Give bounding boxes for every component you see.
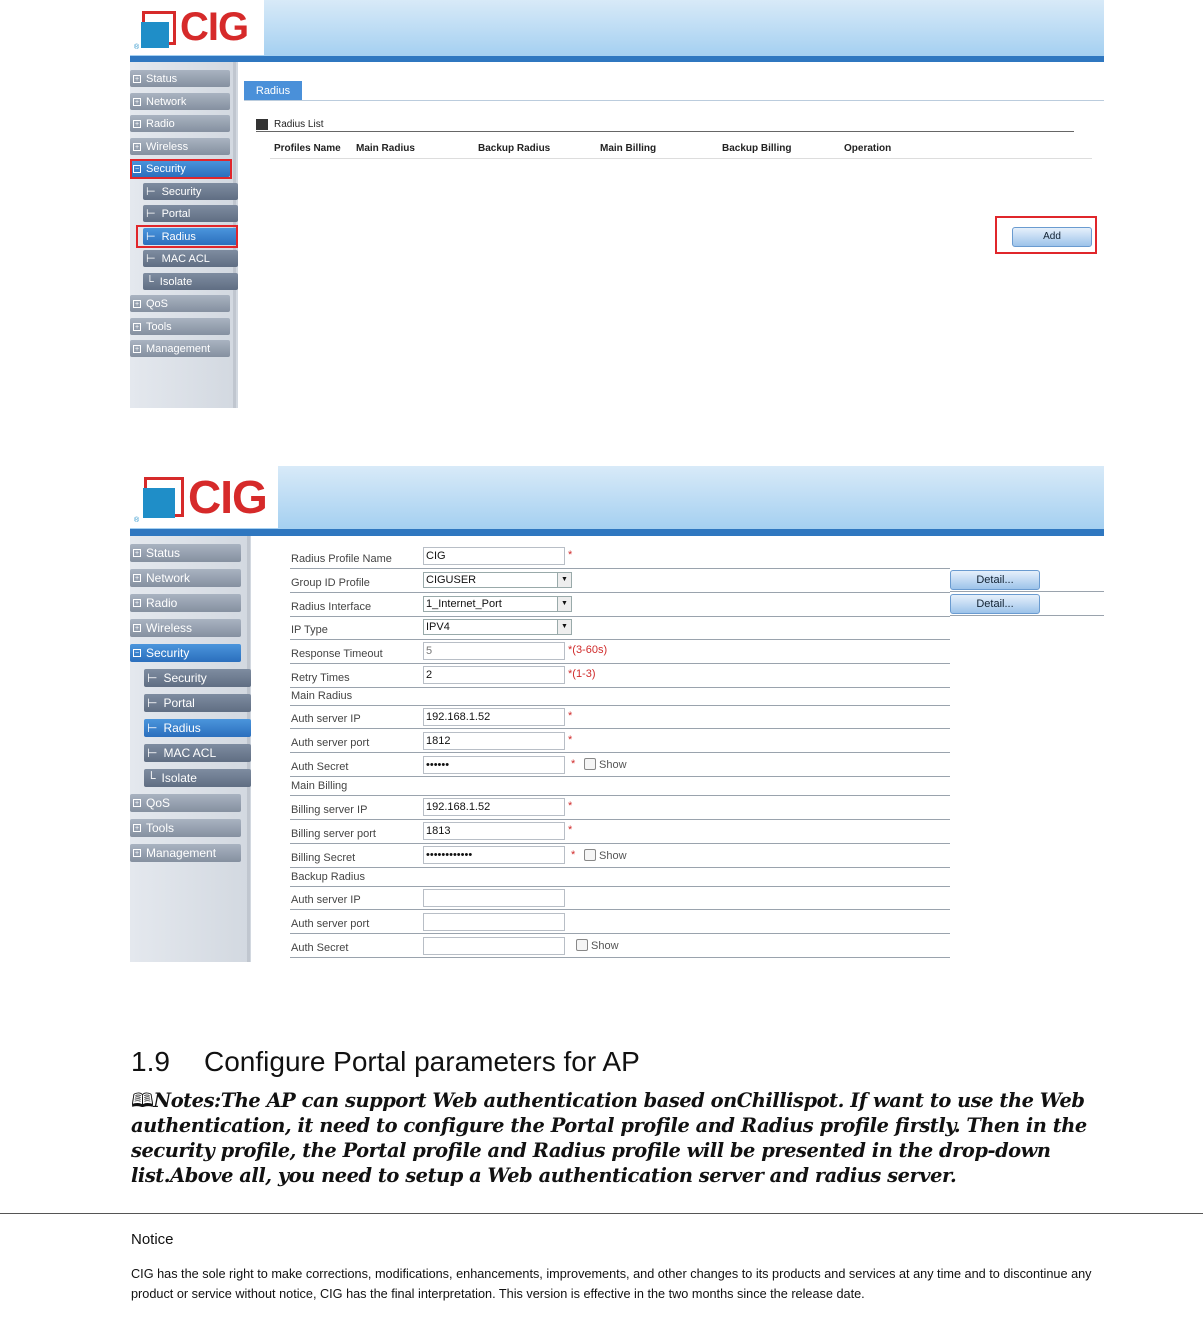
screenshot-radius-list: [130, 0, 1104, 408]
required-mark: *: [571, 849, 576, 861]
sidebar: [130, 536, 251, 962]
plus-box-icon: +: [134, 120, 140, 128]
nav-tools[interactable]: + Tools: [130, 318, 230, 335]
col-main-billing: Main Billing: [600, 143, 657, 154]
required-mark: *: [571, 758, 576, 770]
plus-box-icon: +: [134, 825, 140, 832]
plus-box-icon: +: [134, 300, 140, 308]
group-id-profile-select[interactable]: CIGUSER ▼: [423, 572, 572, 588]
logo-text: CIG: [188, 471, 267, 523]
ip-type-select[interactable]: IPV4 ▼: [423, 619, 572, 635]
billing-server-ip-input[interactable]: 192.168.1.52: [423, 798, 565, 816]
nav-sub-radius[interactable]: ⊢ Radius: [144, 719, 251, 737]
row-auth-server-port: Auth server port: [290, 728, 950, 753]
nav-wireless[interactable]: + Wireless: [130, 138, 230, 155]
dropdown-arrow-icon: ▼: [557, 597, 571, 611]
nav-sub-portal[interactable]: ⊢ Portal: [144, 694, 251, 712]
auth-server-port-input[interactable]: 1812: [423, 732, 565, 750]
plus-box-icon: +: [134, 625, 140, 632]
logo-registered: ®: [134, 44, 140, 51]
col-main-radius: Main Radius: [356, 143, 415, 154]
row-billing-server-port: Billing server port: [290, 819, 950, 844]
row-retry-times: Retry Times: [290, 663, 950, 688]
plus-box-icon: +: [134, 600, 140, 607]
row-auth-secret: Auth Secret: [290, 752, 950, 777]
required-mark: *: [568, 734, 573, 746]
required-range-hint: *(1-3): [568, 668, 596, 680]
nav-status[interactable]: + Status: [130, 70, 230, 87]
tree-end-icon: └: [147, 771, 156, 785]
nav-sub-isolate[interactable]: └ Isolate: [144, 769, 251, 787]
book-icon: 🕮: [131, 1089, 154, 1112]
section-main-billing: Main Billing: [290, 776, 950, 796]
tree-end-icon: └: [146, 275, 154, 288]
row-billing-secret: Billing Secret: [290, 843, 950, 868]
tree-branch-icon: ⊢: [147, 721, 158, 735]
retry-times-input[interactable]: 2: [423, 666, 565, 684]
radius-list-header: Radius List: [256, 117, 1074, 132]
required-mark: *: [568, 549, 573, 561]
nav-radio[interactable]: + Radio: [130, 594, 241, 612]
plus-box-icon: +: [134, 850, 140, 857]
col-operation: Operation: [844, 143, 892, 154]
nav-sub-isolate[interactable]: └ Isolate: [143, 273, 238, 290]
tree-branch-icon: ⊢: [146, 186, 156, 198]
nav-sub-mac-acl[interactable]: ⊢ MAC ACL: [144, 744, 251, 762]
row-backup-auth-server-port: Auth server port: [290, 909, 950, 934]
tree-branch-icon: ⊢: [146, 231, 156, 243]
highlight-security: [130, 159, 232, 179]
plus-box-icon: +: [134, 75, 140, 83]
radius-profile-name-input[interactable]: CIG: [423, 547, 565, 565]
auth-secret-input[interactable]: ••••••: [423, 756, 565, 774]
required-mark: *: [568, 824, 573, 836]
tree-branch-icon: ⊢: [146, 208, 156, 220]
auth-server-ip-input[interactable]: 192.168.1.52: [423, 708, 565, 726]
plus-box-icon: +: [134, 575, 140, 582]
nav-sub-mac-acl[interactable]: ⊢ MAC ACL: [143, 250, 238, 267]
required-mark: *: [568, 710, 573, 722]
logo-mark-icon: [144, 477, 184, 517]
nav-security[interactable]: − Security: [130, 644, 241, 662]
plus-box-icon: +: [134, 550, 140, 557]
logo-registered: ®: [134, 517, 140, 524]
tab-radius[interactable]: Radius: [244, 81, 302, 101]
header-banner: [130, 0, 1104, 62]
row-response-timeout: Response Timeout: [290, 639, 950, 664]
plus-box-icon: +: [134, 323, 140, 331]
cig-logo: [130, 466, 278, 528]
plus-box-icon: +: [134, 800, 140, 807]
logo-mark-icon: [142, 11, 176, 45]
section-heading: 1.9 Configure Portal parameters for AP: [131, 1046, 640, 1077]
backup-auth-secret-input[interactable]: [423, 937, 565, 955]
nav-security[interactable]: − Security: [130, 160, 230, 177]
show-label: Show: [599, 759, 627, 771]
required-range-hint: *(3-60s): [568, 644, 608, 656]
add-button[interactable]: Add: [1012, 227, 1092, 247]
plus-box-icon: +: [134, 98, 140, 106]
show-backup-secret-checkbox[interactable]: [576, 939, 588, 951]
screenshot-radius-form: [130, 466, 1104, 962]
notes-paragraph: 🕮Notes:The AP can support Web authentication based onChillispot. If want to use the Web authentication, it need to configure the Portal profile and Radius profile firstly. Then in the security profile, the Portal profile and Radius profile will be presented in the drop-down list.Above all, you need to setup a Web authentication server and radius server.: [131, 1089, 1087, 1187]
col-profiles-name: Profiles Name: [274, 143, 341, 154]
dropdown-arrow-icon: ▼: [557, 620, 571, 634]
nav-sub-security[interactable]: ⊢ Security: [143, 183, 238, 200]
row-billing-server-ip: Billing server IP: [290, 795, 950, 820]
billing-server-port-input[interactable]: 1813: [423, 822, 565, 840]
header-banner: [130, 466, 1104, 536]
notice-title: Notice: [131, 1231, 174, 1248]
nav-management[interactable]: + Management: [130, 340, 230, 357]
highlight-add: [995, 216, 1097, 254]
row-radius-profile-name: Radius Profile Name: [290, 544, 950, 569]
show-label: Show: [599, 850, 627, 862]
col-backup-radius: Backup Radius: [478, 143, 551, 154]
section-backup-radius: Backup Radius: [290, 867, 950, 887]
show-billing-secret-checkbox[interactable]: [584, 849, 596, 861]
show-auth-secret-checkbox[interactable]: [584, 758, 596, 770]
footer-divider: [0, 1213, 1203, 1214]
highlight-radius: [136, 225, 238, 248]
notice-body: CIG has the sole right to make corrections, modifications, enhancements, improvements, and other changes to its products and services at any time and to discontinue any product or service without notice, CIG has the final interpretation. This version is effective in the two months since the release date.: [131, 1267, 1092, 1301]
tree-branch-icon: ⊢: [147, 671, 158, 685]
plus-box-icon: +: [134, 143, 140, 151]
backup-auth-server-port-input[interactable]: [423, 913, 565, 931]
nav-network[interactable]: + Network: [130, 569, 241, 587]
plus-box-icon: +: [134, 345, 140, 353]
nav-sub-security[interactable]: ⊢ Security: [144, 669, 251, 687]
cig-logo: [130, 0, 264, 55]
nav-radio[interactable]: + Radio: [130, 115, 230, 132]
minus-box-icon: −: [134, 165, 140, 173]
tree-branch-icon: ⊢: [147, 746, 158, 760]
col-backup-billing: Backup Billing: [722, 143, 792, 154]
radius-interface-detail-button[interactable]: Detail...: [950, 594, 1040, 614]
tree-branch-icon: ⊢: [147, 696, 158, 710]
group-id-detail-button[interactable]: Detail...: [950, 570, 1040, 590]
nav-status[interactable]: + Status: [130, 544, 241, 562]
dropdown-arrow-icon: ▼: [557, 573, 571, 587]
radius-interface-select[interactable]: 1_Internet_Port ▼: [423, 596, 572, 612]
show-label: Show: [591, 940, 619, 952]
row-backup-auth-server-ip: Auth server IP: [290, 886, 950, 910]
nav-wireless[interactable]: + Wireless: [130, 619, 241, 637]
row-backup-auth-secret: Auth Secret: [290, 933, 950, 958]
nav-management[interactable]: + Management: [130, 844, 241, 862]
row-group-id-profile: Group ID Profile: [290, 568, 950, 593]
minus-box-icon: −: [134, 650, 140, 657]
required-mark: *: [568, 800, 573, 812]
section-main-radius: Main Radius: [290, 687, 950, 706]
row-ip-type: IP Type: [290, 616, 950, 640]
backup-auth-server-ip-input[interactable]: [423, 889, 565, 907]
nav-sub-portal[interactable]: ⊢ Portal: [143, 205, 238, 222]
billing-secret-input[interactable]: ••••••••••••: [423, 846, 565, 864]
nav-tools[interactable]: + Tools: [130, 819, 241, 837]
logo-text: CIG: [180, 5, 249, 49]
nav-qos[interactable]: + QoS: [130, 295, 230, 312]
response-timeout-input[interactable]: 5: [423, 642, 565, 660]
tree-branch-icon: ⊢: [146, 253, 156, 265]
row-radius-interface: Radius Interface: [290, 592, 950, 617]
nav-sub-radius[interactable]: ⊢ Radius: [143, 228, 238, 245]
nav-network[interactable]: + Network: [130, 93, 230, 110]
nav-qos[interactable]: + QoS: [130, 794, 241, 812]
row-auth-server-ip: Auth server IP: [290, 705, 950, 729]
